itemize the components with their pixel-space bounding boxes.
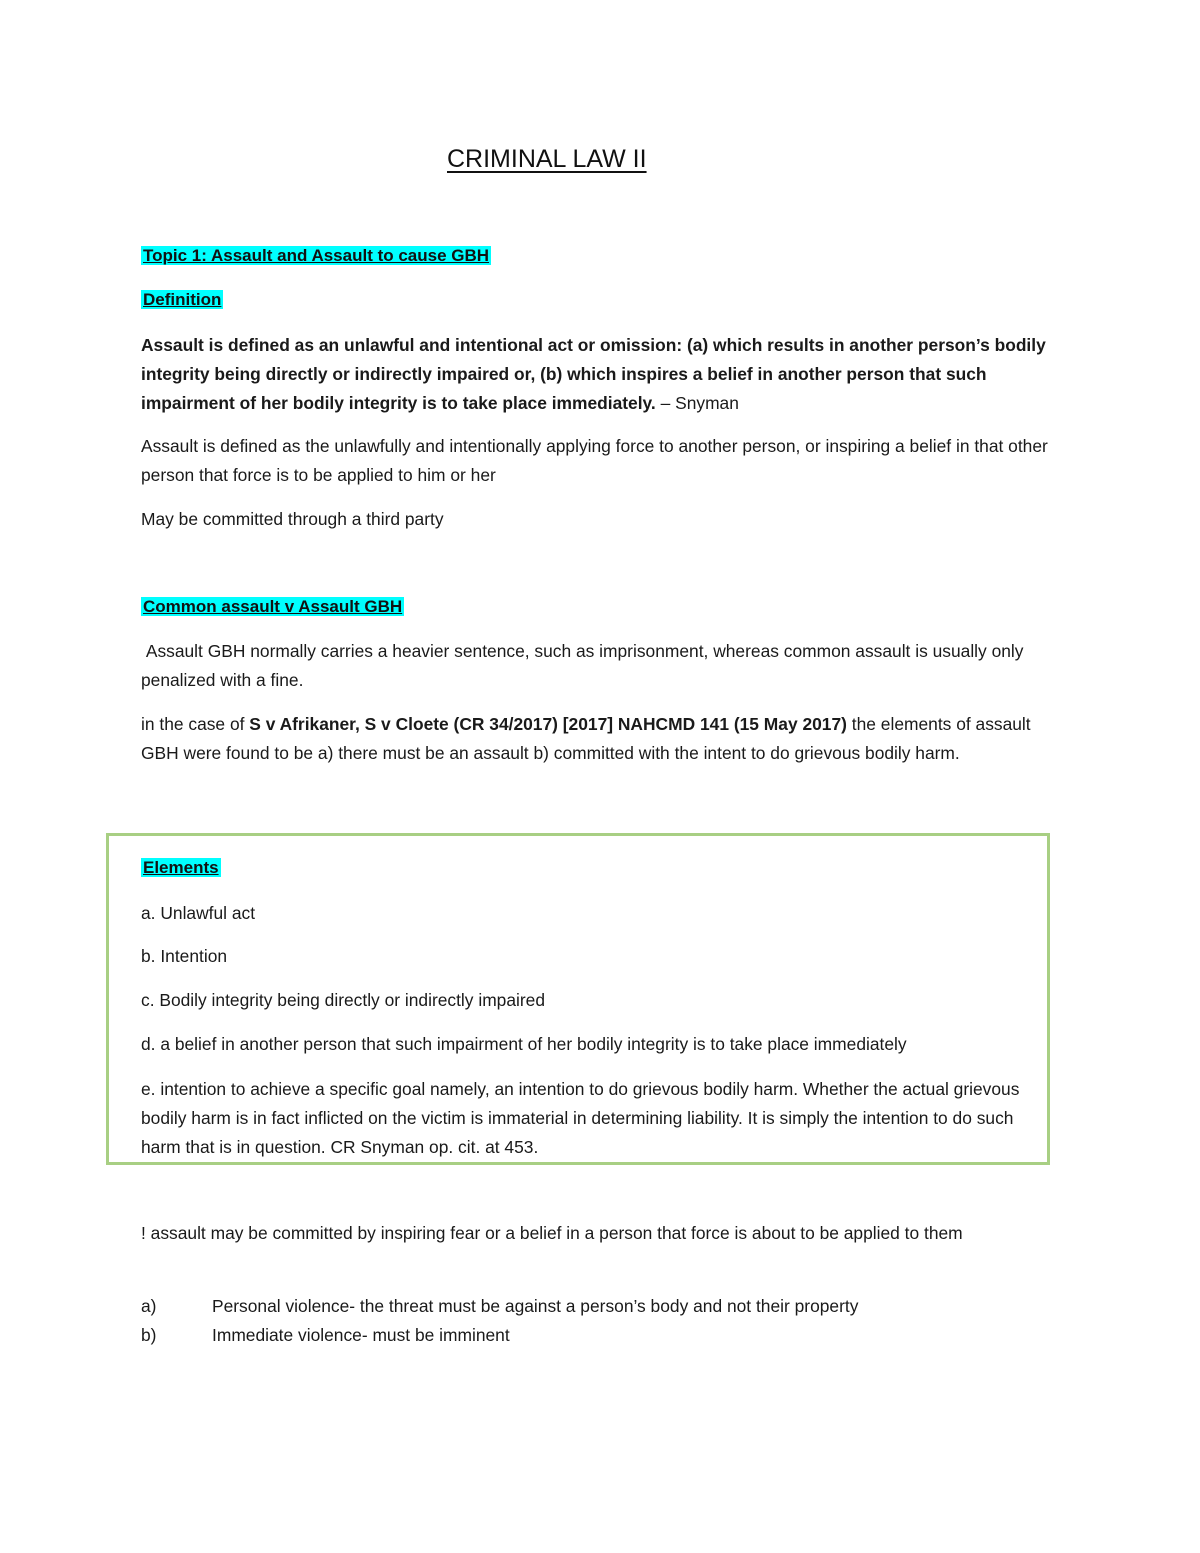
common-assault-paragraph: Assault GBH normally carries a heavier sentence, such as imprisonment, whereas common assault is usually only penalized with a fine. xyxy=(141,641,1029,690)
case-intro: in the case of xyxy=(141,714,250,734)
list-item xyxy=(141,1292,858,1321)
element-item: d. a belief in another person that such impairment of her bodily integrity is to take place immediately xyxy=(141,1034,907,1054)
elements-heading xyxy=(141,857,221,879)
definition-paragraph xyxy=(141,331,1071,418)
definition-alt-paragraph: Assault is defined as the unlawfully and intentionally applying force to another person, or inspiring a belief in that other person that force is to be applied to him or her xyxy=(141,436,1048,485)
topic-heading xyxy=(141,245,491,267)
element-item: a. Unlawful act xyxy=(141,903,256,923)
fear-paragraph: ! assault may be committed by inspiring fear or a belief in a person that force is about to be applied to them xyxy=(141,1223,963,1243)
case-paragraph xyxy=(141,710,1071,768)
list-item-text: Immediate violence- must be imminent xyxy=(212,1325,510,1345)
list-marker: a) xyxy=(141,1296,157,1316)
list-marker: b) xyxy=(141,1325,157,1345)
definition-bold-text: Assault is defined as an unlawful and intentional act or omission: (a) which results in another person’s bodily integrity being directly or indirectly impaired or, (b) which inspires a belief in another person that such impairment of her bodily integrity is to take place immediately. xyxy=(141,335,1046,413)
page-title: CRIMINAL LAW II xyxy=(447,145,647,173)
elements-heading-text: Elements xyxy=(143,858,219,877)
definition-heading-text: Definition xyxy=(143,290,222,309)
third-party-paragraph: May be committed through a third party xyxy=(141,509,444,529)
element-item: b. Intention xyxy=(141,946,228,966)
case-citation: S v Afrikaner, S v Cloete (CR 34/2017) [2017] NAHCMD 141 (15 May 2017) xyxy=(249,714,847,734)
definition-attribution: – Snyman xyxy=(655,393,739,413)
definition-heading xyxy=(141,289,223,311)
common-assault-heading xyxy=(141,596,404,618)
element-item: e. intention to achieve a specific goal namely, an intention to do grievous bodily harm. Whether the actual grievous bodily harm is in fact inflicted on the victim is immaterial in determining liability. It is simply the intention to do such harm that is in question. CR Snyman op. cit. at 453. xyxy=(141,1079,1020,1157)
topic-heading-text: Topic 1: Assault and Assault to cause GBH xyxy=(143,246,490,265)
element-item: c. Bodily integrity being directly or indirectly impaired xyxy=(141,990,546,1010)
list-item-text: Personal violence- the threat must be against a person’s body and not their property xyxy=(212,1296,859,1316)
list-item xyxy=(141,1321,510,1350)
common-assault-heading-text: Common assault v Assault GBH xyxy=(143,597,403,616)
case-conclusion: the elements of assault GBH were found to be a) there must be an assault b) committed with the intent to do grievous bodily harm. xyxy=(141,714,1031,763)
